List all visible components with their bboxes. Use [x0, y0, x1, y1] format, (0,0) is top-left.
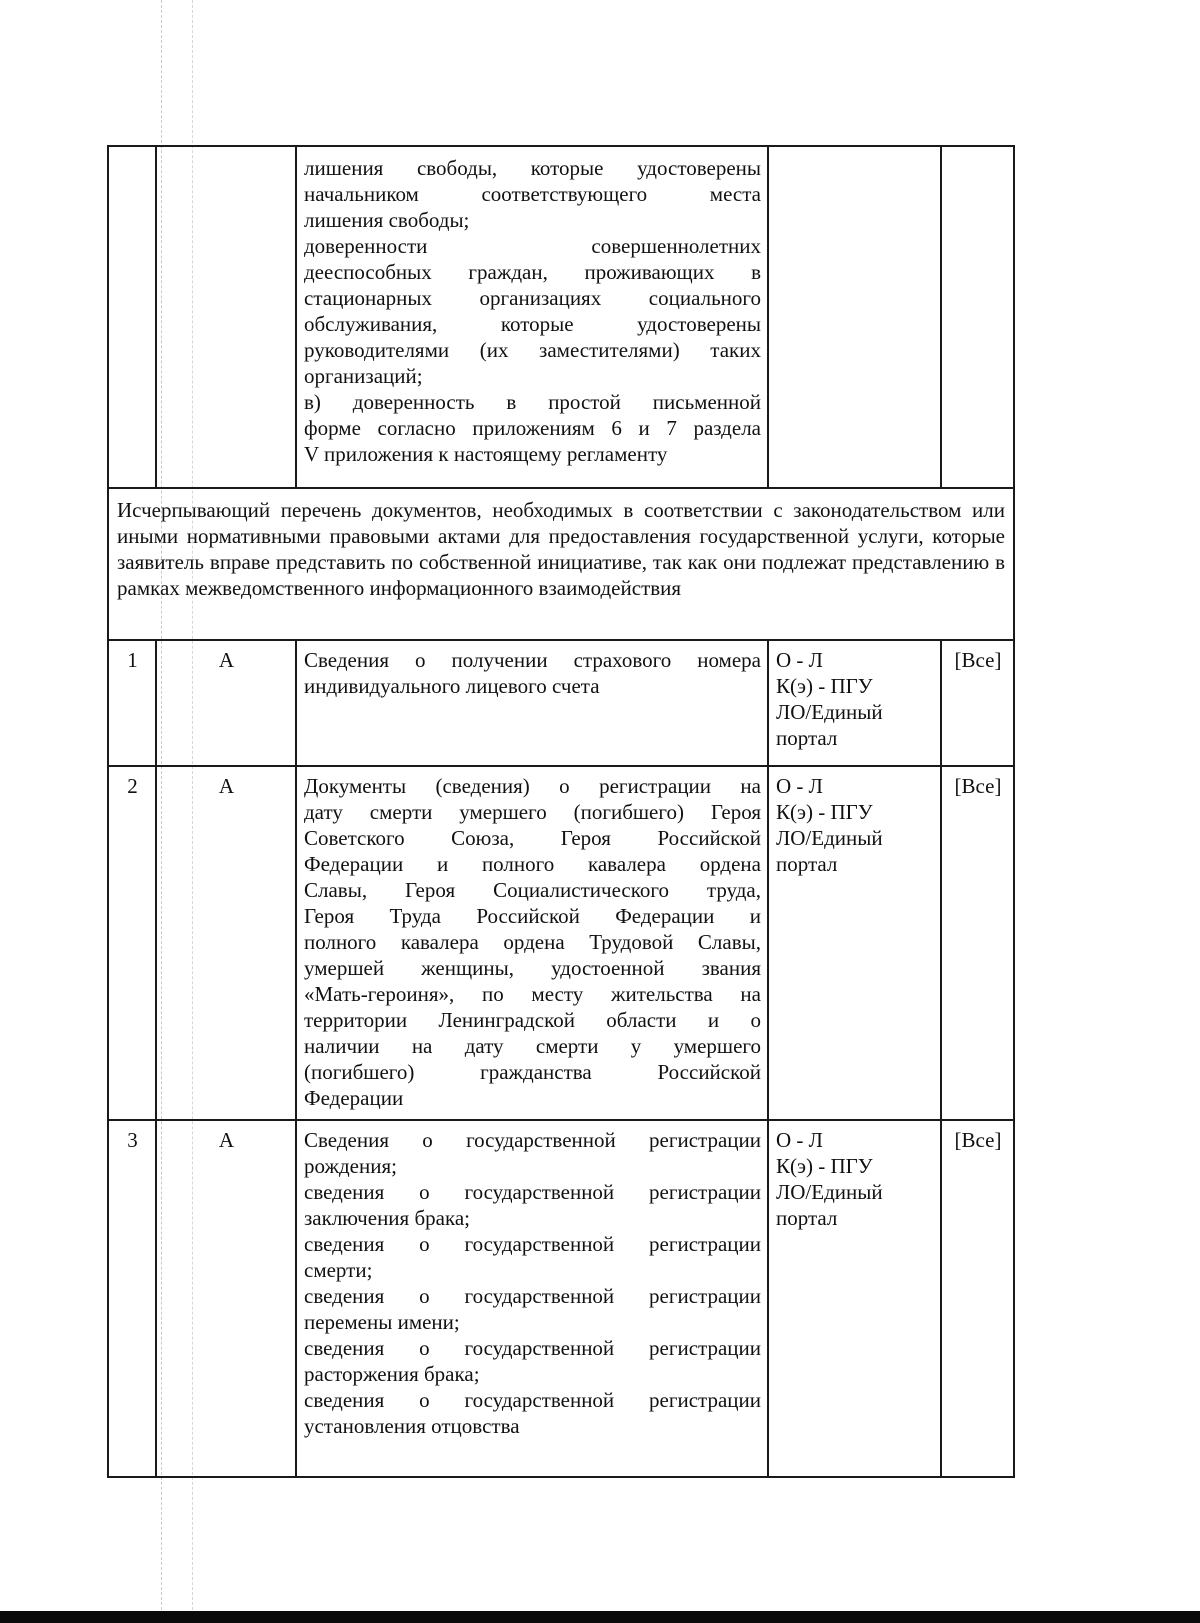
doc-line: лишения свободы, которые удостоверены — [304, 156, 761, 180]
doc-line: Документы (сведения) о регистрации на — [304, 774, 761, 798]
row-number: 1 — [108, 640, 156, 766]
row-category: А — [156, 1120, 296, 1477]
doc-line: «Мать-героиня», по месту жительства на — [304, 982, 761, 1006]
row-number: 2 — [108, 766, 156, 1120]
cell-who: [Все] — [941, 1120, 1014, 1477]
cell-documents — [296, 146, 768, 488]
doc-line: Федерации и полного кавалера ордена — [304, 852, 761, 876]
how-line: ЛО/Единый — [776, 1180, 883, 1204]
doc-line: Героя Труда Российской Федерации и — [304, 904, 761, 928]
doc-line: V приложения к настоящему регламенту — [304, 442, 668, 466]
table-row — [108, 640, 1014, 766]
doc-line: умершей женщины, удостоенной звания — [304, 956, 761, 980]
doc-line: форме согласно приложениям 6 и 7 раздела — [304, 416, 761, 440]
cell-documents — [296, 766, 768, 1120]
doc-line: Федерации — [304, 1086, 404, 1110]
how-line: ЛО/Единый — [776, 826, 883, 850]
doc-line: дееспособных граждан, проживающих в — [304, 260, 761, 284]
doc-line: сведения о государственной регистрации — [304, 1336, 761, 1360]
cell-how — [768, 766, 941, 1120]
row-category: А — [156, 766, 296, 1120]
doc-line: организаций; — [304, 364, 423, 388]
row-number: 3 — [108, 1120, 156, 1477]
doc-line: обслуживания, которые удостоверены — [304, 312, 761, 336]
documents-table — [107, 145, 1015, 1478]
doc-line: наличии на дату смерти у умершего — [304, 1034, 761, 1058]
doc-line: расторжения брака; — [304, 1362, 480, 1386]
how-line: портал — [776, 726, 838, 750]
doc-line: рождения; — [304, 1154, 397, 1178]
section-header: Исчерпывающий перечень документов, необходимых в соответствии с законодательством или иными нормативными правовыми актами для предоставления государственной услуги, которые заявитель вправе представить по собственной инициативе, так как они подлежат представлению в рамках межведомственного информационного взаимодействия — [108, 488, 1014, 640]
cell-documents — [296, 640, 768, 766]
doc-line: в) доверенность в простой письменной — [304, 390, 761, 414]
doc-line: перемены имени; — [304, 1310, 460, 1334]
scan-bottom-edge — [0, 1611, 1200, 1623]
doc-line: индивидуального лицевого счета — [304, 674, 600, 698]
cell-who: [Все] — [941, 640, 1014, 766]
doc-line: стационарных организациях социального — [304, 286, 761, 310]
how-line: О - Л — [776, 648, 823, 672]
doc-line: смерти; — [304, 1258, 373, 1282]
doc-line: Славы, Героя Социалистического труда, — [304, 878, 761, 902]
doc-line: установления отцовства — [304, 1414, 520, 1438]
doc-line: заключения брака; — [304, 1206, 471, 1230]
cell-how — [768, 1120, 941, 1477]
table-row — [108, 1120, 1014, 1477]
doc-line: Сведения о получении страхового номера — [304, 648, 761, 672]
table-section-header-row — [108, 488, 1014, 640]
doc-line: руководителями (их заместителями) таких — [304, 338, 761, 362]
doc-line: начальником соответствующего места — [304, 182, 761, 206]
how-line: О - Л — [776, 774, 823, 798]
cell-num — [108, 146, 156, 488]
doc-line: дату смерти умершего (погибшего) Героя — [304, 800, 761, 824]
how-line: портал — [776, 852, 838, 876]
doc-line: доверенности совершеннолетних — [304, 234, 761, 258]
how-line: К(э) - ПГУ — [776, 800, 873, 824]
doc-line: сведения о государственной регистрации — [304, 1180, 761, 1204]
cell-how — [768, 640, 941, 766]
cell-documents — [296, 1120, 768, 1477]
row-category: А — [156, 640, 296, 766]
cell-category — [156, 146, 296, 488]
how-line: портал — [776, 1206, 838, 1230]
doc-line: (погибшего) гражданства Российской — [304, 1060, 761, 1084]
how-line: К(э) - ПГУ — [776, 674, 873, 698]
doc-line: сведения о государственной регистрации — [304, 1284, 761, 1308]
doc-line: сведения о государственной регистрации — [304, 1232, 761, 1256]
doc-line: полного кавалера ордена Трудовой Славы, — [304, 930, 761, 954]
cell-how — [768, 146, 941, 488]
table-row-continuation — [108, 146, 1014, 488]
how-line: О - Л — [776, 1128, 823, 1152]
doc-line: сведения о государственной регистрации — [304, 1388, 761, 1412]
table-row — [108, 766, 1014, 1120]
doc-line: Сведения о государственной регистрации — [304, 1128, 761, 1152]
how-line: ЛО/Единый — [776, 700, 883, 724]
doc-line: территории Ленинградской области и о — [304, 1008, 761, 1032]
how-line: К(э) - ПГУ — [776, 1154, 873, 1178]
cell-who — [941, 146, 1014, 488]
cell-who: [Все] — [941, 766, 1014, 1120]
doc-line: Советского Союза, Героя Российской — [304, 826, 761, 850]
doc-line: лишения свободы; — [304, 208, 470, 232]
